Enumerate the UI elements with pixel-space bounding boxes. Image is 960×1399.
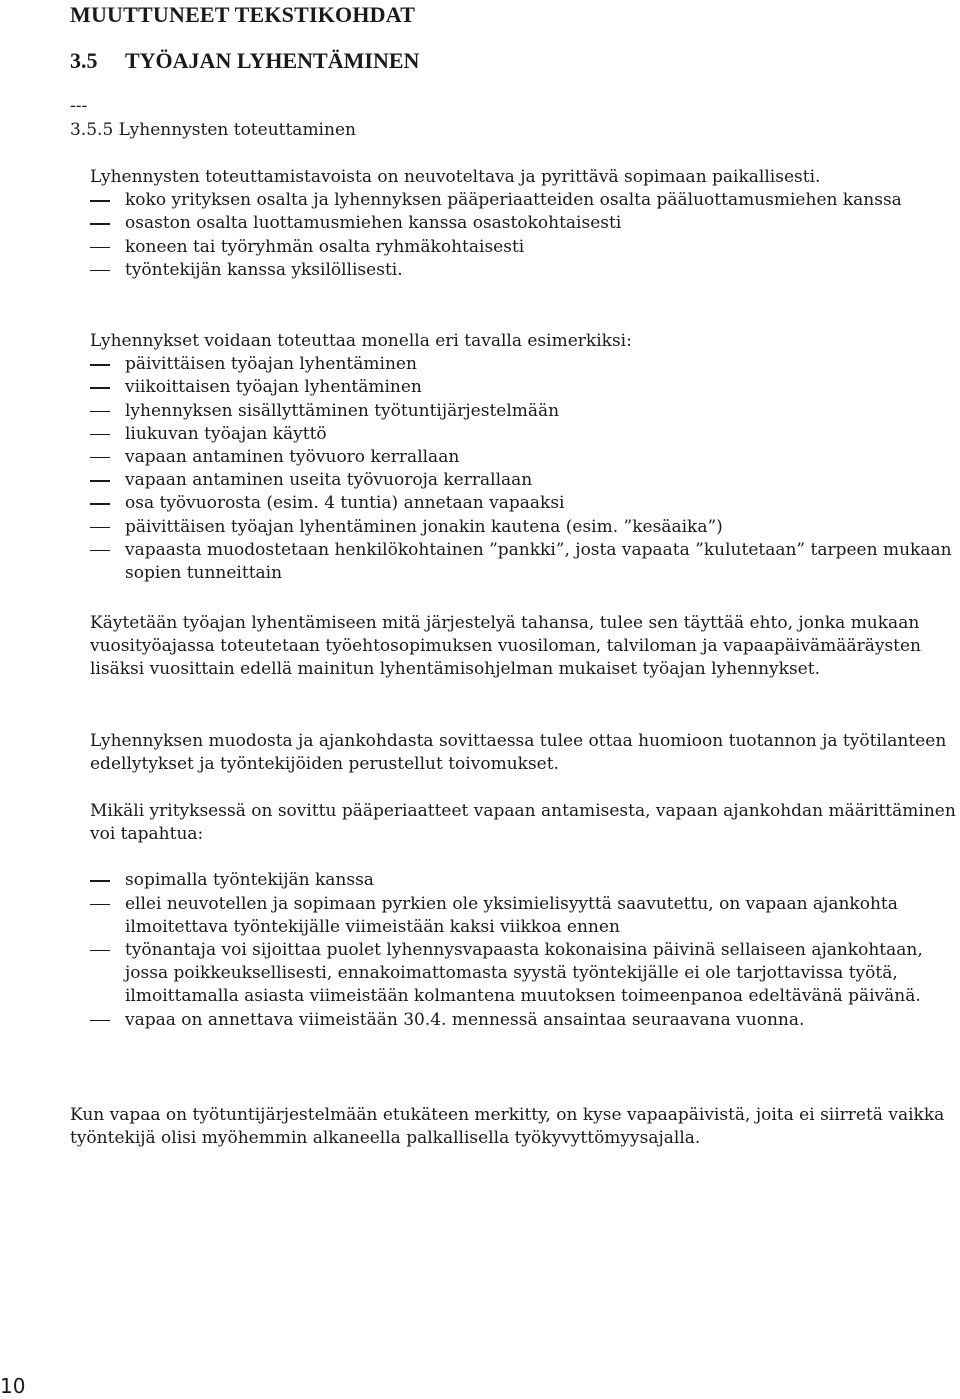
methods-block (90, 330, 958, 585)
list-item: sopimalla työntekijän kanssa (90, 869, 958, 892)
dash-list (90, 189, 958, 282)
dash-list (90, 869, 958, 1031)
list-item: koneen tai työryhmän osalta ryhmäkohtaisesti (90, 236, 958, 259)
closing-paragraph (70, 1104, 958, 1150)
list-item: vapaasta muodostetaan henkilökohtainen ”pankki”, josta vapaata ”kulutetaan” tarpeen mukaan sopien tunneittain (90, 539, 958, 585)
page-number: 10 (0, 1374, 26, 1398)
list-item: työntekijän kanssa yksilöllisesti. (90, 259, 958, 282)
paragraph: Lyhennyksen muodosta ja ajankohdasta sovittaessa tulee ottaa huomioon tuotannon ja työtilanteen edellytykset ja työntekijöiden perustellut toivomukset. (90, 731, 947, 775)
section-number: 3.5 (70, 48, 98, 73)
list-item: ellei neuvotellen ja sopimaan pyrkien ole yksimielisyyttä saavutettu, on vapaan ajankohta ilmoitettava työntekijälle viimeistään kaksi viikkoa ennen (90, 893, 958, 939)
section-title: TYÖAJAN LYHENTÄMINEN (125, 48, 420, 73)
paragraph: Lyhennykset voidaan toteuttaa monella eri tavalla esimerkiksi: (90, 331, 632, 351)
subsection-title: 3.5.5 Lyhennysten toteuttaminen (70, 120, 356, 140)
dash-list (90, 353, 958, 585)
paragraph: Kun vapaa on työtuntijärjestelmään etukäteen merkitty, on kyse vapaapäivistä, joita ei siirretä vaikka työntekijä olisi myöhemmin alkaneella palkallisella työkyvyttömyysajalla. (70, 1105, 945, 1149)
section-heading (70, 48, 419, 74)
list-item: osa työvuorosta (esim. 4 tuntia) annetaan vapaaksi (90, 492, 958, 515)
list-item: vapaan antaminen useita työvuoroja kerrallaan (90, 469, 958, 492)
implementation-block (90, 166, 958, 282)
list-item: koko yrityksen osalta ja lyhennyksen pääperiaatteiden osalta pääluottamusmiehen kanssa (90, 189, 958, 212)
paragraph: Lyhennysten toteuttamistavoista on neuvoteltava ja pyrittävä sopimaan paikallisesti. (90, 167, 821, 187)
list-item: vapaa on annettava viimeistään 30.4. mennessä ansaintaa seuraavana vuonna. (90, 1009, 958, 1032)
list-item: päivittäisen työajan lyhentäminen (90, 353, 958, 376)
list-item: osaston osalta luottamusmiehen kanssa osastokohtaisesti (90, 212, 958, 235)
page-title: MUUTTUNEET TEKSTIKOHDAT (70, 2, 416, 27)
paragraph: Mikäli yrityksessä on sovittu pääperiaatteet vapaan antamisesta, vapaan ajankohdan määrittäminen voi tapahtua: (90, 801, 956, 845)
considerations-paragraph (90, 730, 958, 776)
list-item: vapaan antaminen työvuoro kerrallaan (90, 446, 958, 469)
list-item: lyhennyksen sisällyttäminen työtuntijärjestelmään (90, 400, 958, 423)
list-item: työnantaja voi sijoittaa puolet lyhennysvapaasta kokonaisina päivinä sellaiseen ajankohtaan, jossa poikkeuksellisesti, ennakoimattomasta syystä työntekijälle ei ole tarjottavissa työtä, ilmoittamalla asiasta viimeistään kolmantena muutoksen toimeenpanoa edeltävänä päivänä. (90, 939, 958, 1009)
list-item: päivittäisen työajan lyhentäminen jonakin kautena (esim. ”kesäaika”) (90, 516, 958, 539)
requirement-paragraph (90, 612, 958, 682)
scheduling-block (90, 800, 958, 1032)
paragraph: Käytetään työajan lyhentämiseen mitä järjestelyä tahansa, tulee sen täyttää ehto, jonka mukaan vuosityöajassa toteutetaan työehtosopimuksen vuosiloman, talviloman ja vapaapäivämääräysten lisäksi vuosittain edellä mainitun lyhentämisohjelman mukaiset työajan lyhennykset. (90, 613, 922, 680)
list-item: liukuvan työajan käyttö (90, 423, 958, 446)
list-item: viikoittaisen työajan lyhentäminen (90, 376, 958, 399)
omission-separator: --- (70, 96, 88, 116)
